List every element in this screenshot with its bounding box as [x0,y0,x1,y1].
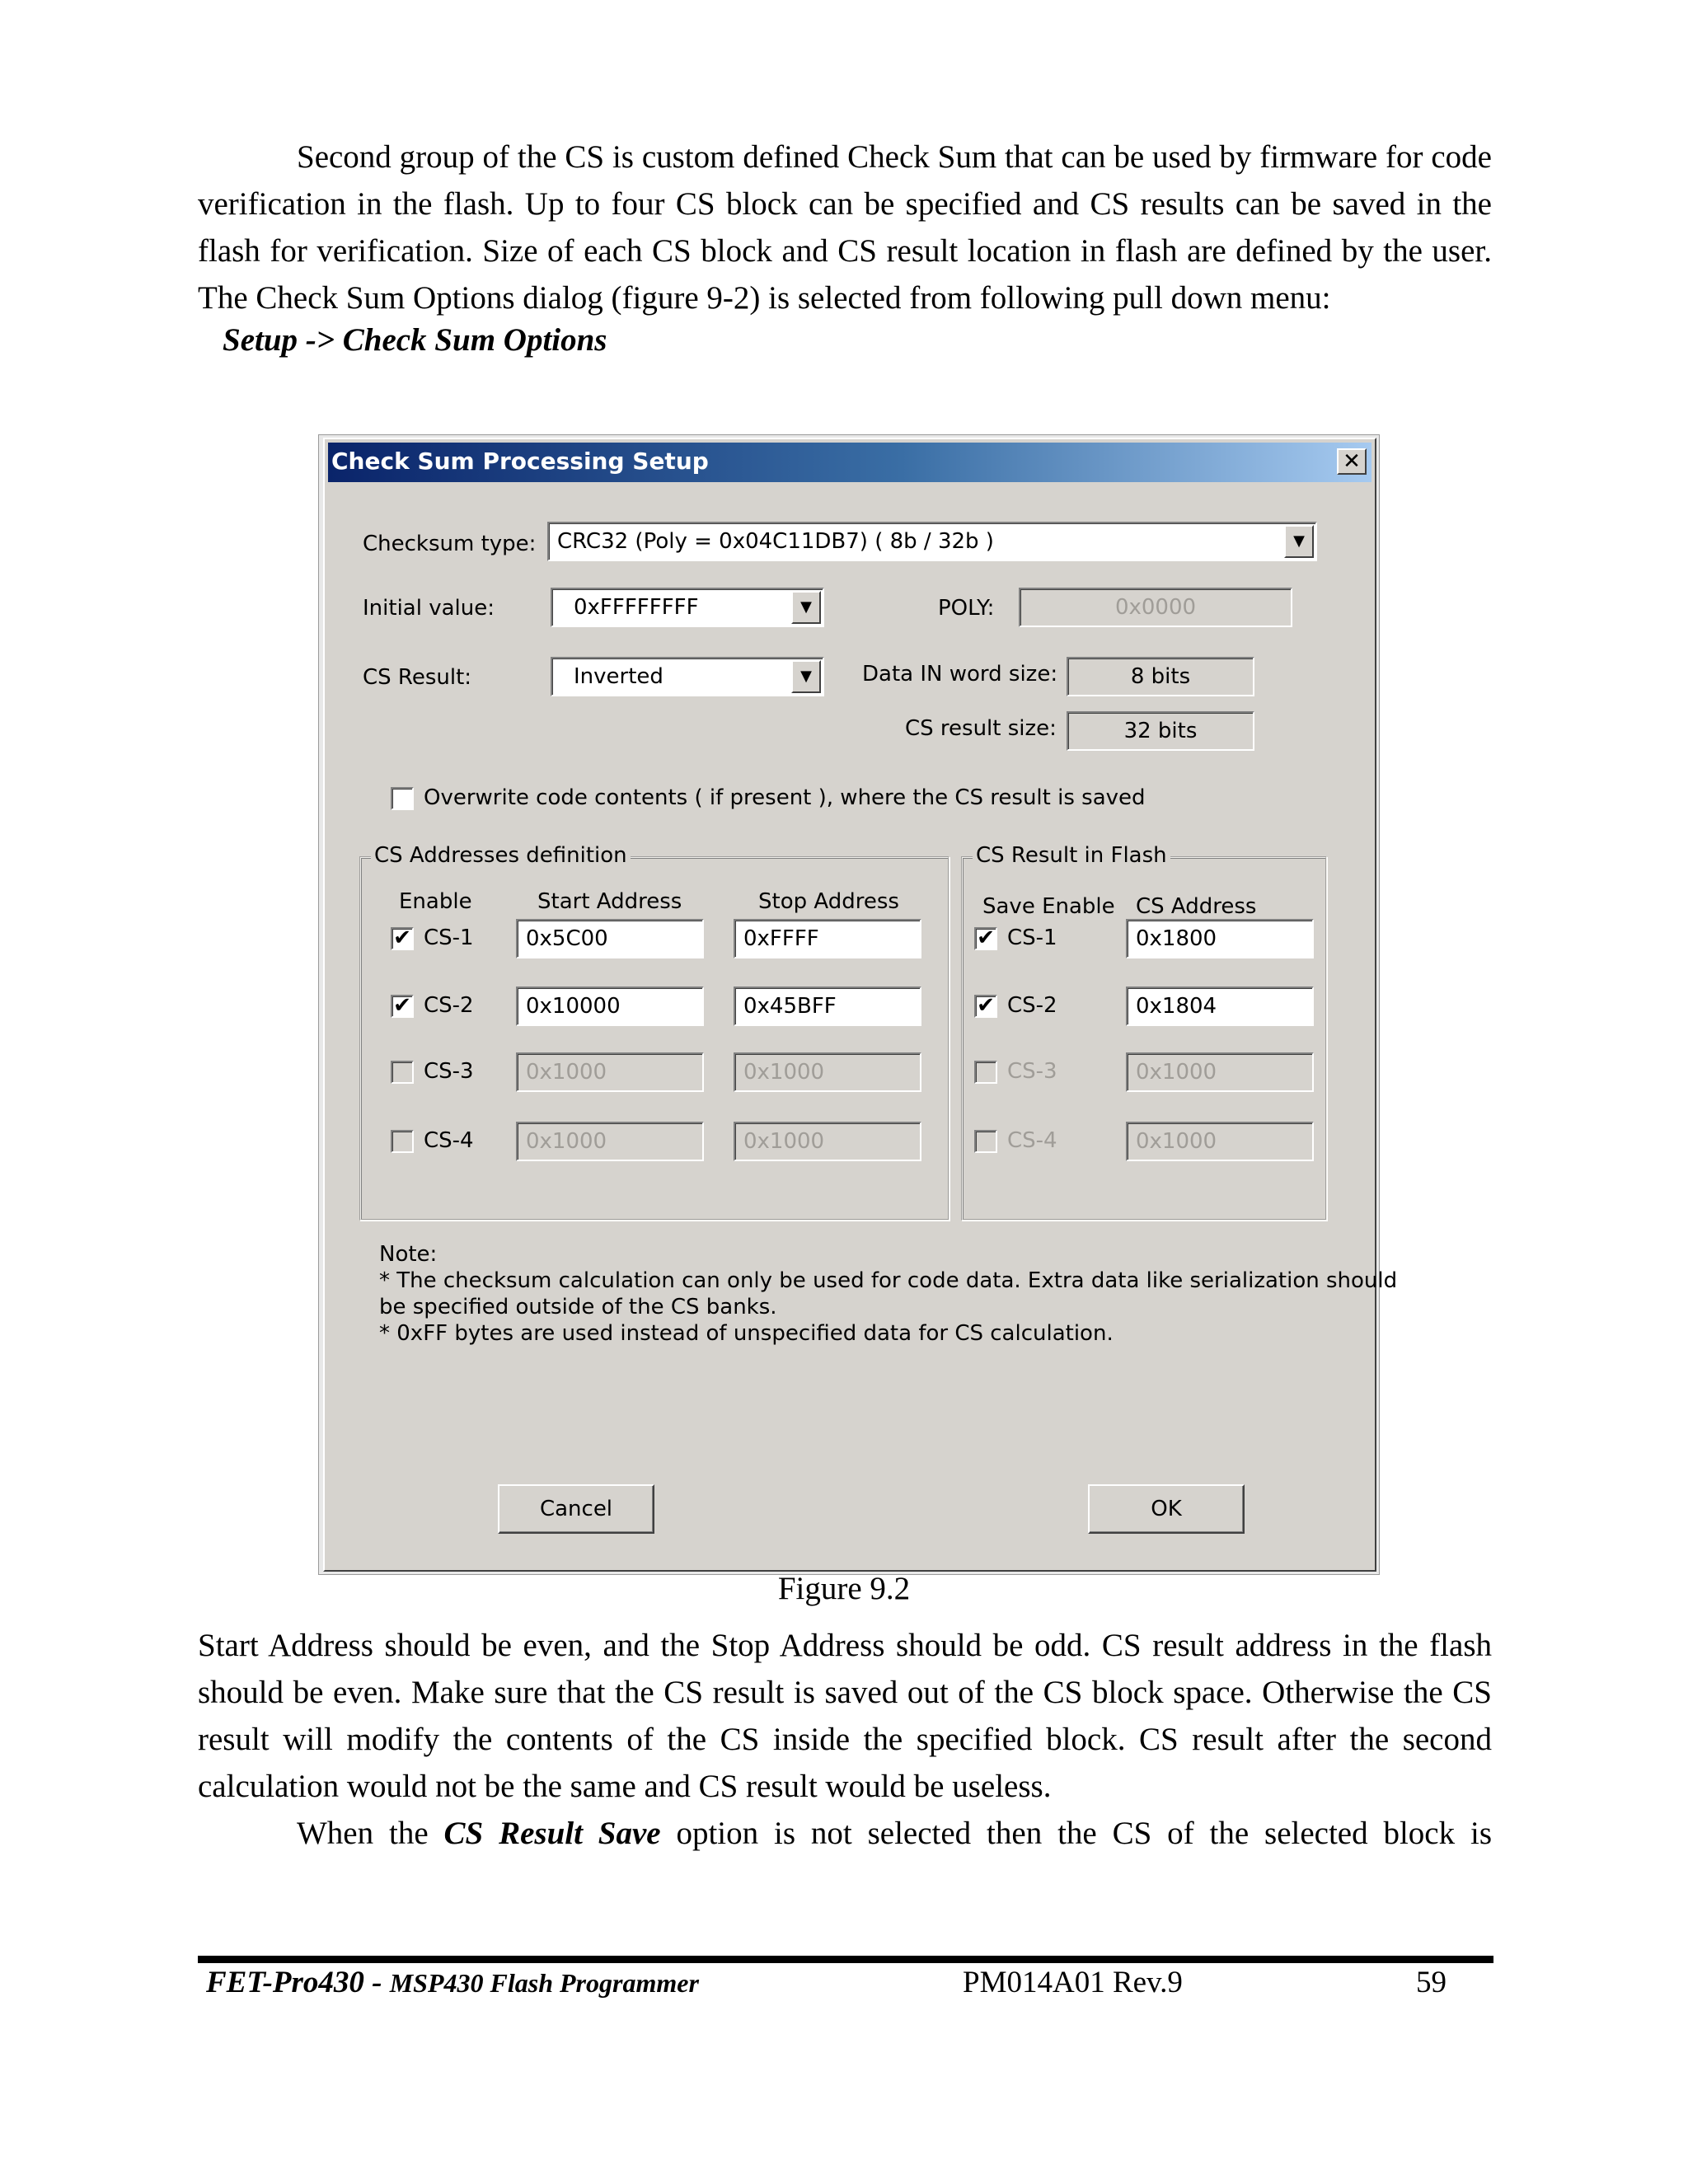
cs-enable-checkbox[interactable] [391,1061,414,1084]
cs-result-value: Inverted [574,664,663,689]
intro-paragraph: Second group of the CS is custom defined Check Sum that can be used by firmware for code verification in the flash. Up to four CS block can be specified and CS results can be saved in the flash for verification. Size of each CS block and CS result location in flash are defined by the user. The Check Sum Options dialog (figure 9-2) is selected from following pull down menu: [198,139,1492,316]
cs-addresses-group-title: CS Addresses definition [371,843,631,868]
checksum-type-select[interactable] [547,522,1317,561]
cs-result-size-field: 32 bits [1067,711,1254,751]
body-paragraph-2 [198,1810,1492,1857]
stop-address-field[interactable]: 0xFFFF [734,919,921,958]
cs-result-address-field[interactable]: 0x1000 [1126,1122,1314,1161]
footer-doc-id: PM014A01 Rev.9 [963,1966,1183,1999]
initial-value-label: Initial value: [363,596,495,621]
cs-result-select[interactable] [551,657,824,696]
start-address-field[interactable]: 0x1000 [516,1122,704,1161]
close-icon: ✕ [1343,449,1361,474]
paragraph-2-after: option is not selected then the CS of the selected block is [660,1816,1492,1851]
cs-save-enable-label: CS-3 [1007,1059,1057,1084]
cs-enable-label: CS-3 [424,1059,474,1084]
cs-address-header: CS Address [1136,894,1257,919]
cs-enable-checkbox[interactable] [391,1130,414,1153]
data-in-word-size-field: 8 bits [1067,657,1254,696]
checksum-dialog [323,438,1398,1572]
dialog-titlebar[interactable] [328,443,1372,482]
poly-field[interactable]: 0x0000 [1019,588,1292,627]
initial-value-select[interactable] [551,588,824,627]
dialog-title: Check Sum Processing Setup [331,448,709,475]
start-address-header: Start Address [537,889,682,914]
footer-rule [198,1956,1493,1963]
stop-address-field[interactable]: 0x1000 [734,1122,921,1161]
body-paragraph-1: Start Address should be even, and the Stop Address should be odd. CS result address in the flash should be even. Make sure that the CS result is saved out of the CS block space. Otherwise the CS result will modify the contents of the CS inside the specified block. CS result after the second calculation would not be the same and CS result would be useless. [198,1628,1492,1804]
cs-enable-label: CS-2 [424,993,474,1018]
checksum-type-label: Checksum type: [363,532,537,556]
cs-enable-checkbox[interactable]: ✔ [391,927,414,950]
cs-result-flash-group-title: CS Result in Flash [973,843,1170,868]
footer-product-name: FET-Pro430 [206,1966,364,1999]
note-line-3: * 0xFF bytes are used instead of unspecified data for CS calculation. [379,1321,1114,1346]
cs-result-label: CS Result: [363,665,472,690]
cs-result-address-field[interactable]: 0x1804 [1126,987,1314,1026]
cs-save-enable-label: CS-4 [1007,1128,1057,1153]
menu-path: Setup -> Check Sum Options [223,322,607,358]
cs-enable-label: CS-1 [424,926,474,950]
poly-label: POLY: [938,596,995,621]
data-in-word-size-label: Data IN word size: [862,662,1058,687]
cs-save-enable-label: CS-1 [1007,926,1057,950]
note-line-2: be specified outside of the CS banks. [379,1295,777,1319]
cs-save-enable-checkbox[interactable]: ✔ [974,995,997,1018]
figure-caption: Figure 9.2 [777,1571,911,1606]
cs-result-address-field[interactable]: 0x1800 [1126,919,1314,958]
chevron-down-icon[interactable]: ▼ [1284,525,1314,558]
chevron-down-icon[interactable]: ▼ [791,591,821,624]
start-address-field[interactable]: 0x5C00 [516,919,704,958]
cs-save-enable-checkbox[interactable] [974,1061,997,1084]
overwrite-checkbox[interactable] [391,787,414,810]
start-address-field[interactable]: 0x10000 [516,987,704,1026]
cs-result-address-field[interactable]: 0x1000 [1126,1052,1314,1092]
stop-address-header: Stop Address [758,889,899,914]
cs-enable-checkbox[interactable]: ✔ [391,995,414,1018]
overwrite-label: Overwrite code contents ( if present ), where the CS result is saved [424,785,1146,810]
cs-save-enable-checkbox[interactable] [974,1130,997,1153]
cs-result-size-label: CS result size: [905,716,1057,741]
note-title: Note: [379,1242,438,1267]
cs-save-enable-checkbox[interactable]: ✔ [974,927,997,950]
cs-result-save-emphasis: CS Result Save [443,1816,661,1851]
cs-enable-label: CS-4 [424,1128,474,1153]
cs-save-enable-label: CS-2 [1007,993,1057,1018]
cancel-button[interactable]: Cancel [498,1484,654,1534]
stop-address-field[interactable]: 0x1000 [734,1052,921,1092]
close-button[interactable] [1337,448,1367,475]
start-address-field[interactable]: 0x1000 [516,1052,704,1092]
note-line-1: * The checksum calculation can only be used for code data. Extra data like serialization should [379,1268,1398,1293]
footer-separator: - [363,1966,390,1999]
initial-value: 0xFFFFFFFF [574,595,699,620]
ok-button[interactable]: OK [1088,1484,1245,1534]
footer-product [206,1965,699,2000]
footer-page-number: 59 [1416,1966,1447,1999]
footer-subtitle: MSP430 Flash Programmer [389,1968,699,1998]
stop-address-field[interactable]: 0x45BFF [734,987,921,1026]
checksum-type-value: CRC32 (Poly = 0x04C11DB7) ( 8b / 32b ) [557,529,994,554]
paragraph-2-before: When the [297,1816,444,1851]
chevron-down-icon[interactable]: ▼ [791,660,821,693]
enable-header: Enable [399,889,472,914]
save-enable-header: Save Enable [982,894,1115,919]
